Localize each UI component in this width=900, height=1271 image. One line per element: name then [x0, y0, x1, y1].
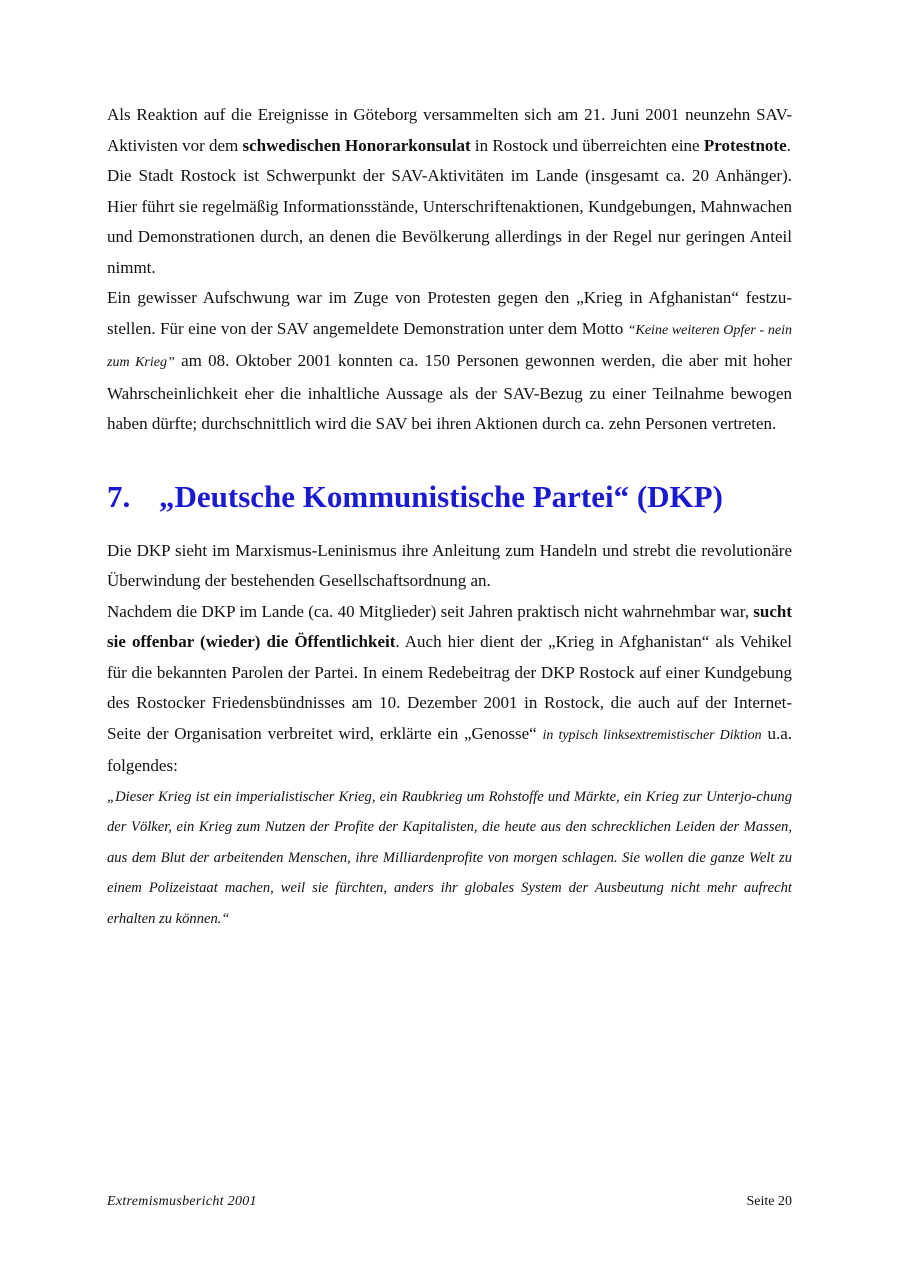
section-title: „Deutsche Kommunistische Partei“ (DKP): [159, 478, 723, 514]
text: .: [786, 135, 791, 155]
page-content: [107, 100, 792, 934]
text: Als Reaktion auf die Ereignisse in Göteborg versammelten sich am 21. Juni 2001 neunzehn SAV-Aktivisten vor dem: [107, 105, 792, 155]
paragraph-dkp-intro: Die DKP sieht im Marxismus-Leninismus ihre Anleitung zum Handeln und strebt die revolutionäre Überwindung der bestehenden Gesellschaftsordnung an.: [107, 540, 792, 590]
italic-text: in typisch linksextremistischer Diktion: [542, 727, 762, 743]
footer-report-title: Extremismusbericht 2001: [107, 1194, 257, 1209]
quote-block: „Dieser Krieg ist ein imperialistischer Krieg, ein Raubkrieg um Rohstoffe und Märkte, ein Krieg zur Unterjo-chung der Völker, ein Krieg zum Nutzen der Profite der Kapitalisten, die heute aus den schrecklichen Leiden der Massen, aus dem Blut der arbeitenden Menschen, ihre Milliardenprofite von morgen schlagen. Sie wollen die ganze Welt zu einem Polizeistaat machen, weil sie fürchten, anders ihr globales System der Ausbeutung nicht mehr aufrecht erhalten zu können.“: [107, 788, 792, 927]
paragraph-dkp-public: [107, 597, 792, 782]
text: in Rostock und überreichten eine: [470, 135, 704, 155]
section-number: 7.: [107, 478, 131, 514]
footer-page-number: Seite 20: [746, 1194, 792, 1209]
text: u.a. folgendes:: [107, 723, 793, 775]
section-heading: [107, 478, 792, 516]
paragraph-rostock: Die Stadt Rostock ist Schwerpunkt der SAV-Aktivitäten im Lande (insgesamt ca. 20 Anhänger). Hier führt sie regelmäßig Informationsstände, Unterschriftenaktionen, Kundgebungen, Mahnwachen und Demonstrationen durch, an denen die Bevölkerung allerdings in der Regel nur geringen Anteil nimmt.: [107, 166, 792, 277]
paragraph-afghanistan: [107, 283, 792, 440]
paragraph-goeteborg: [107, 100, 792, 161]
bold-text: Protestnote: [703, 135, 787, 155]
text: Nachdem die DKP im Lande (ca. 40 Mitglieder) seit Jahren praktisch nicht wahrnehmbar war,: [107, 601, 754, 621]
text: . Auch hier dient der „Krieg in Afghanistan“ als Vehikel für die bekannten Parolen der Partei. In einem Redebeitrag der DKP Rostock auf einer Kundgebung des Rostocker Friedensbündnisses am 10. Dezember 2001 in Rostock, die auch auf der Internet-Seite der Organisation verbreitet wird, erklärte ein „Genosse“: [107, 632, 792, 743]
text: Ein gewisser Aufschwung war im Zuge von Protesten gegen den „Krieg in Afghanistan“ festzu-stellen. Für eine von der SAV angemeldete Demonstration unter dem Motto: [107, 288, 792, 338]
bold-text: schwedischen Honorarkonsulat: [242, 135, 471, 155]
page-footer: [107, 1194, 792, 1210]
bold-text: sucht sie offenbar (wieder) die Öffentlichkeit: [107, 601, 792, 651]
text: am 08. Oktober 2001 konnten ca. 150 Personen gewonnen werden, die aber mit hoher Wahrscheinlichkeit eher die inhaltliche Aussage als der SAV-Bezug zu einer Teilnahme bewogen haben dürfte; durchschnittlich wird die SAV bei ihren Aktionen durch ca. zehn Personen vertreten.: [107, 351, 793, 433]
motto-text: “Keine weiteren Opfer - nein zum Krieg”: [107, 322, 793, 370]
